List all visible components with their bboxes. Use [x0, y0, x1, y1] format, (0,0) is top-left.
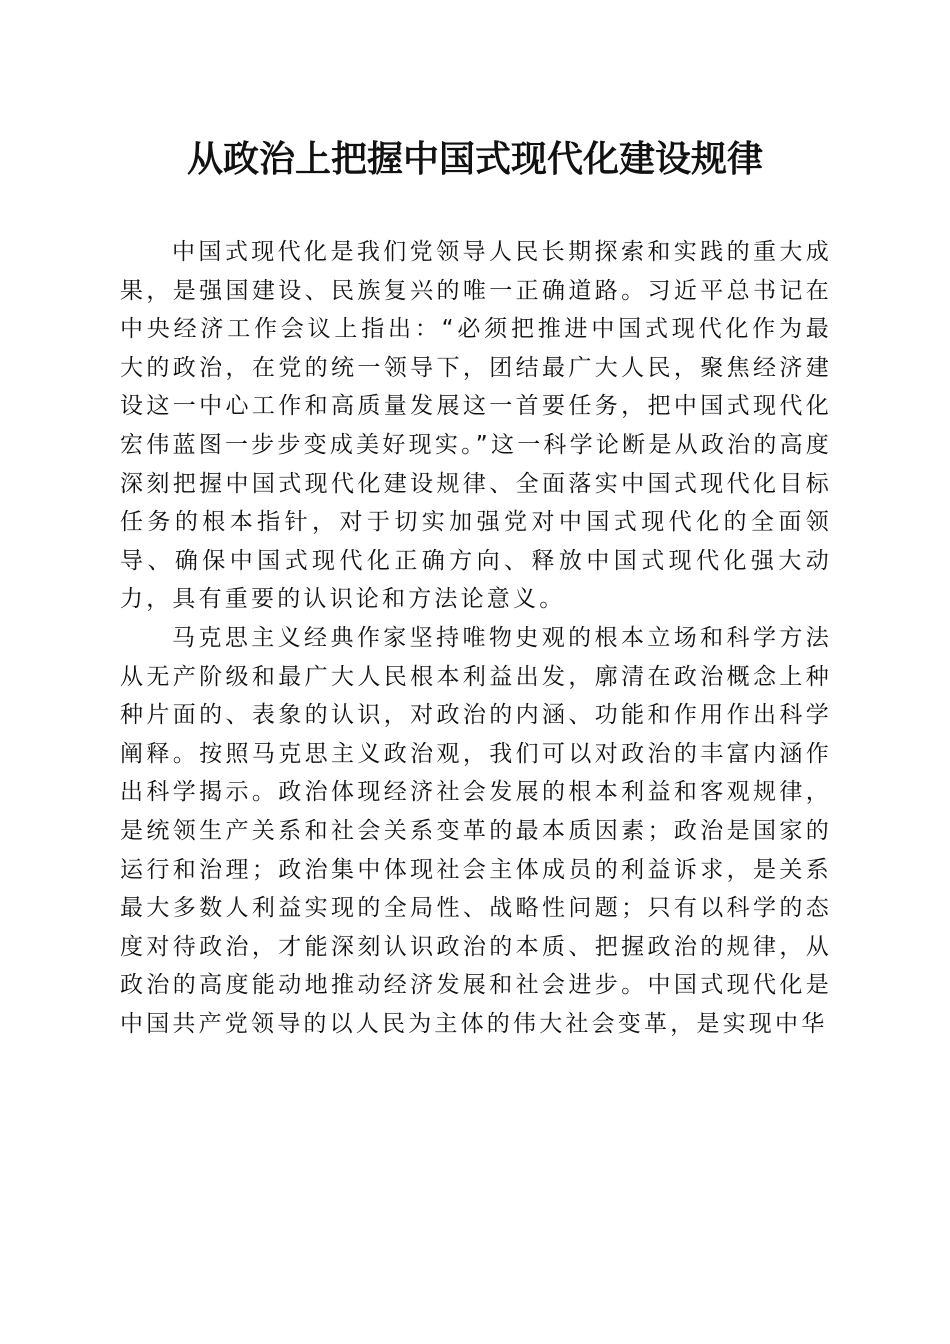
paragraph-1: 中国式现代化是我们党领导人民长期探索和实践的重大成果，是强国建设、民族复兴的唯一正确道路。习近平总书记在中央经济工作会议上指出：“必须把推进中国式现代化作为最大的政治，在党的统一领导下，团结最广大人民，聚焦经济建设这一中心工作和高质量发展这一首要任务，把中国式现代化宏伟蓝图一步步变成美好现实。”这一科学论断是从政治的高度深刻把握中国式现代化建设规律、全面落实中国式现代化目标任务的根本指针，对于切实加强党对中国式现代化的全面领导、确保中国式现代化正确方向、释放中国式现代化强大动力，具有重要的认识论和方法论意义。: [120, 239, 832, 613]
document-body: [120, 233, 832, 1043]
document-title: 从政治上把握中国式现代化建设规律: [186, 138, 763, 180]
paragraph-2: 马克思主义经典作家坚持唯物史观的根本立场和科学方法从无产阶级和最广大人民根本利益出发，廓清在政治概念上种种片面的、表象的认识，对政治的内涵、功能和作用作出科学阐释。按照马克思主义政治观，我们可以对政治的丰富内涵作出科学揭示。政治体现经济社会发展的根本利益和客观规律，是统领生产关系和社会关系变革的最本质因素；政治是国家的运行和治理；政治集中体现社会主体成员的利益诉求，是关系最大多数人利益实现的全局性、战略性问题；只有以科学的态度对待政治，才能深刻认识政治的本质、把握政治的规律，从政治的高度能动地推动经济发展和社会进步。中国式现代化是中国共产党领导的以人民为主体的伟大社会变革，是实现中华: [120, 624, 832, 1037]
